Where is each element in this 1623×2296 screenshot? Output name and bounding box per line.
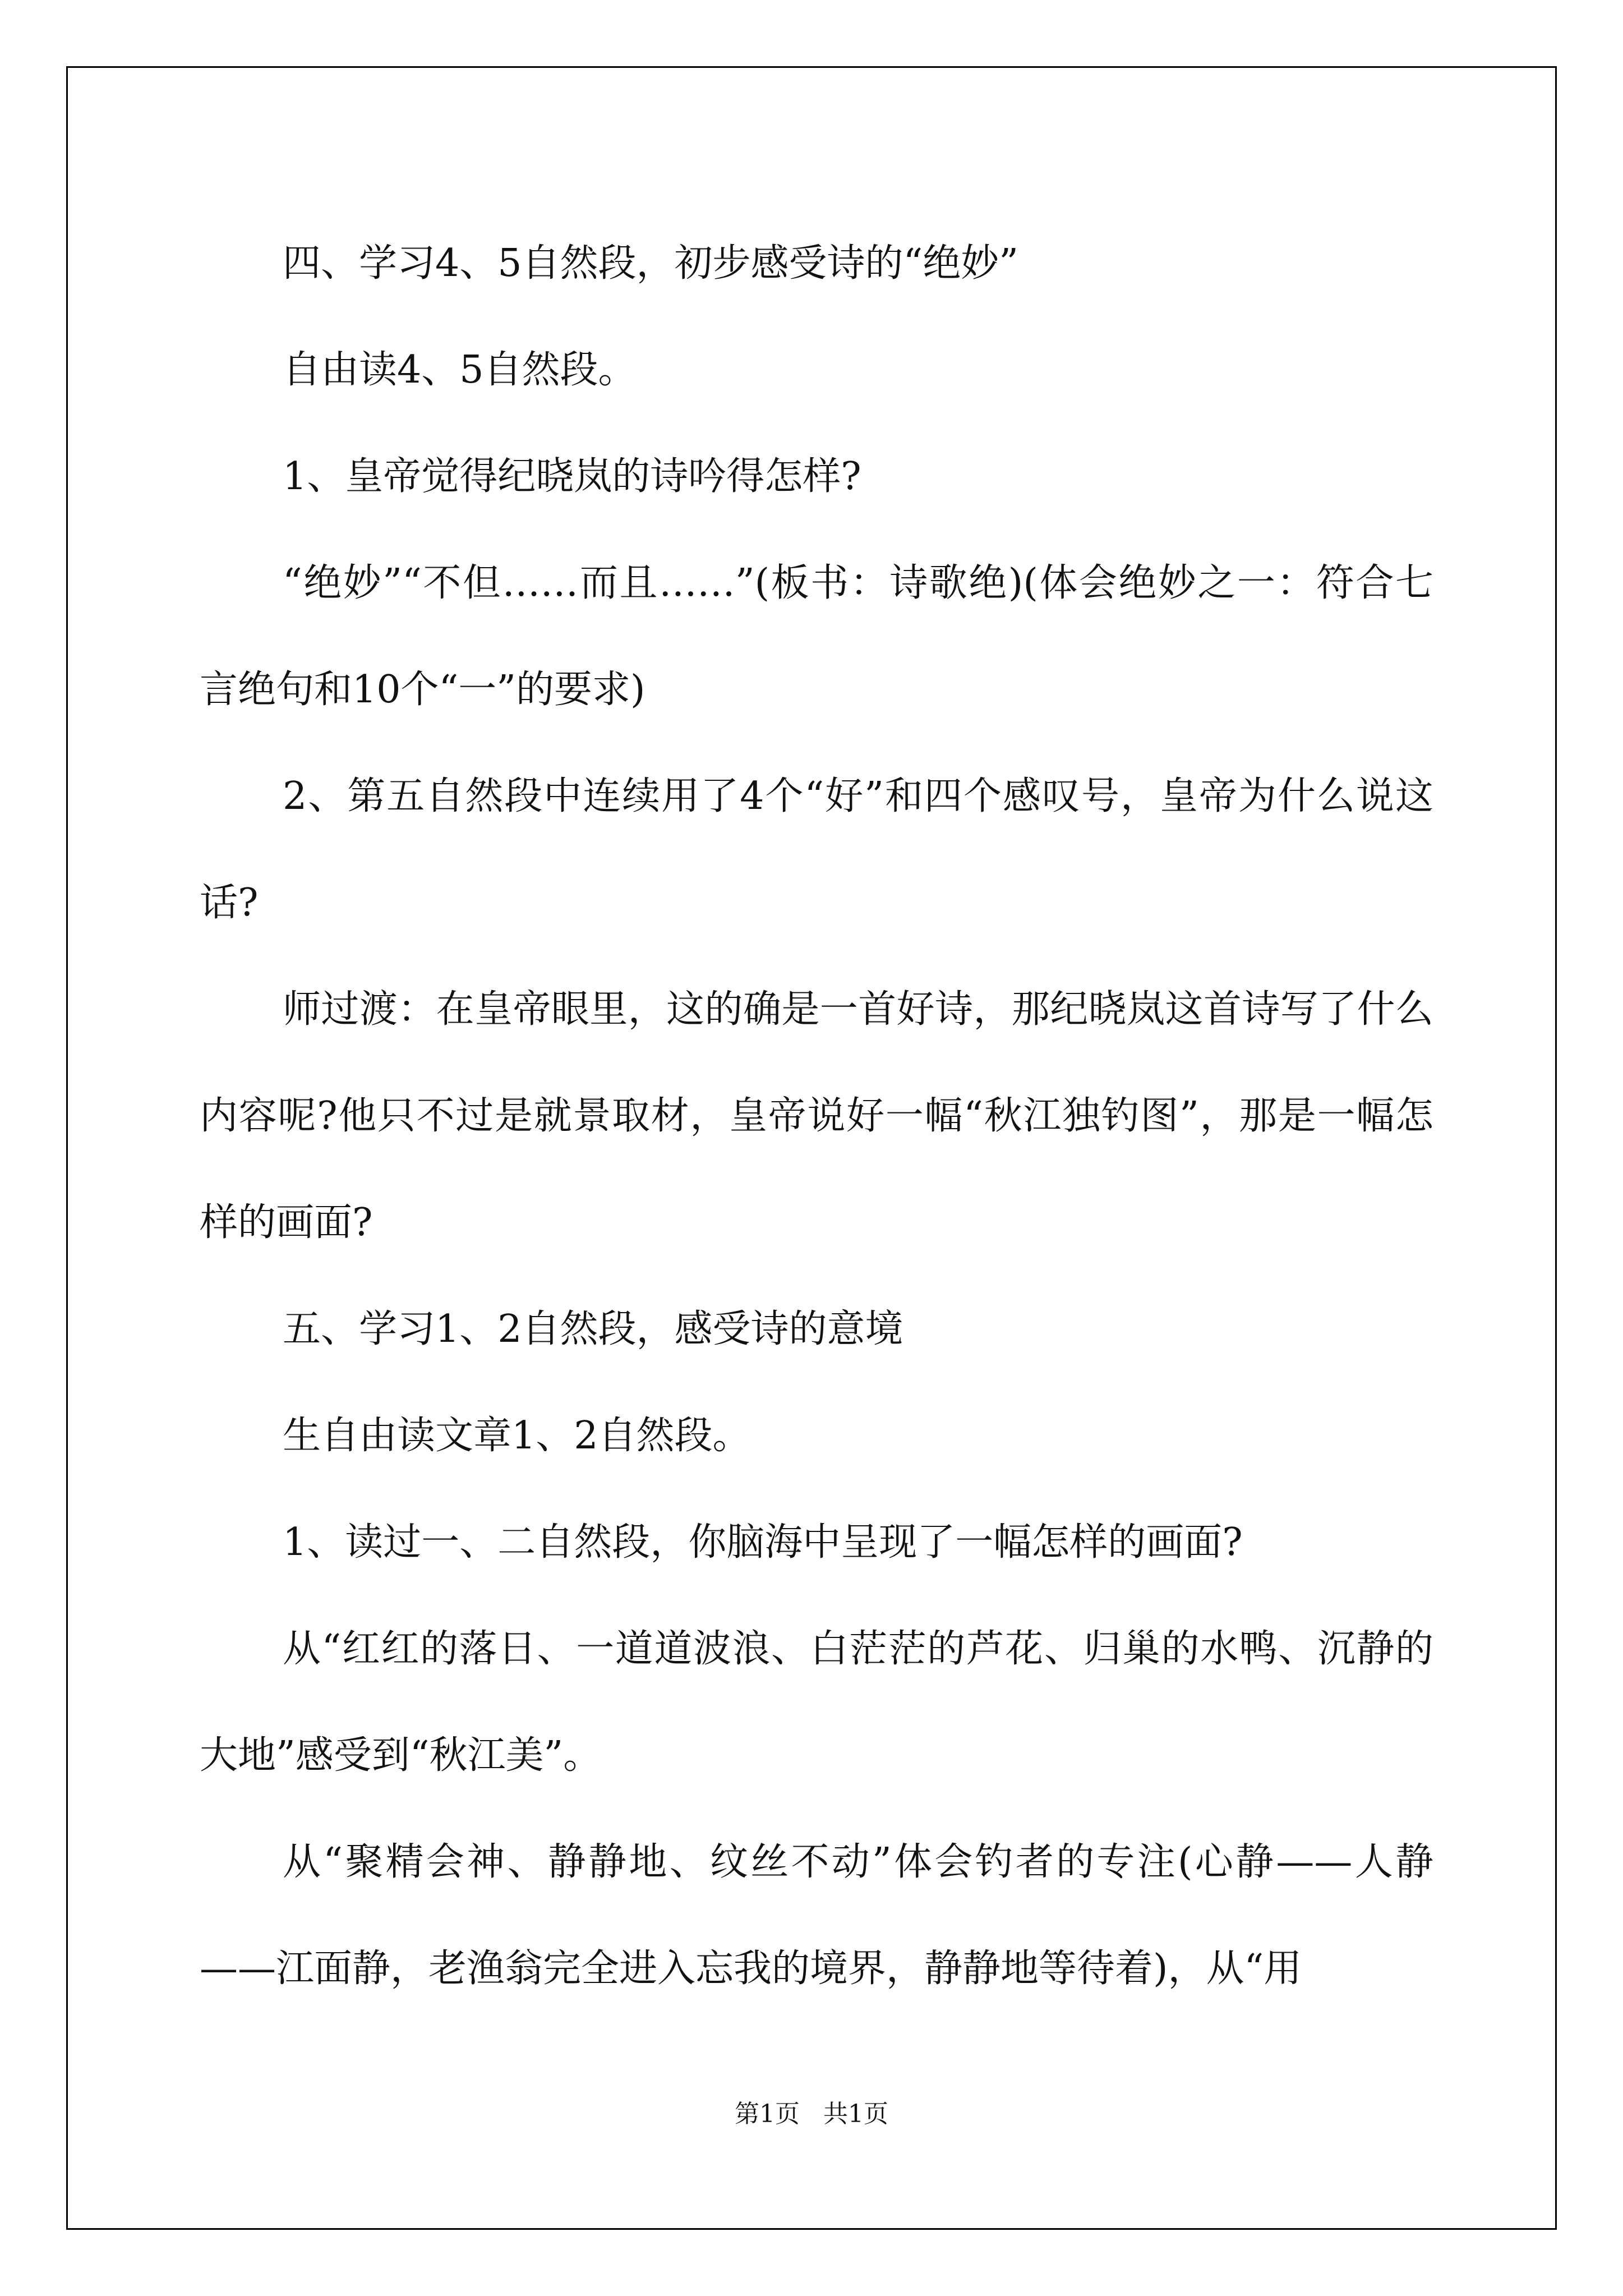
paragraph: “绝妙”“不但……而且……”(板书：诗歌绝)(体会绝妙之一：符合七言绝句和10个“一”的要求) (200, 561, 1433, 712)
paragraph: 2、第五自然段中连续用了4个“好”和四个感叹号，皇帝为什么说这话? (200, 774, 1433, 925)
paragraph: 五、学习1、2自然段，感受诗的意境 (283, 1307, 903, 1351)
paragraph: 1、读过一、二自然段，你脑海中呈现了一幅怎样的画面? (283, 1520, 1243, 1565)
paragraph: 自由读4、5自然段。 (283, 348, 637, 392)
page-number-current: 第1页 (735, 2100, 800, 2128)
paragraph: 从“红红的落日、一道道波浪、白茫茫的芦花、归巢的水鸭、沉静的大地”感受到“秋江美”。 (200, 1627, 1433, 1778)
paragraph: 师过渡：在皇帝眼里，这的确是一首好诗，那纪晓岚这首诗写了什么内容呢?他只不过是就景取材，皇帝说好一幅“秋江独钓图”，那是一幅怎样的画面? (200, 987, 1433, 1245)
paragraph: 生自由读文章1、2自然段。 (283, 1414, 751, 1458)
page-number-total: 共1页 (823, 2100, 888, 2128)
paragraph: 从“聚精会神、静静地、纹丝不动”体会钓者的专注(心静——人静——江面静，老渔翁完全进入忘我的境界，静静地等待着)，从“用 (200, 1840, 1433, 1991)
page-footer (0, 2093, 1623, 2129)
paragraph: 四、学习4、5自然段，初步感受诗的“绝妙” (283, 241, 1019, 286)
paragraph: 1、皇帝觉得纪晓岚的诗吟得怎样? (283, 454, 861, 499)
